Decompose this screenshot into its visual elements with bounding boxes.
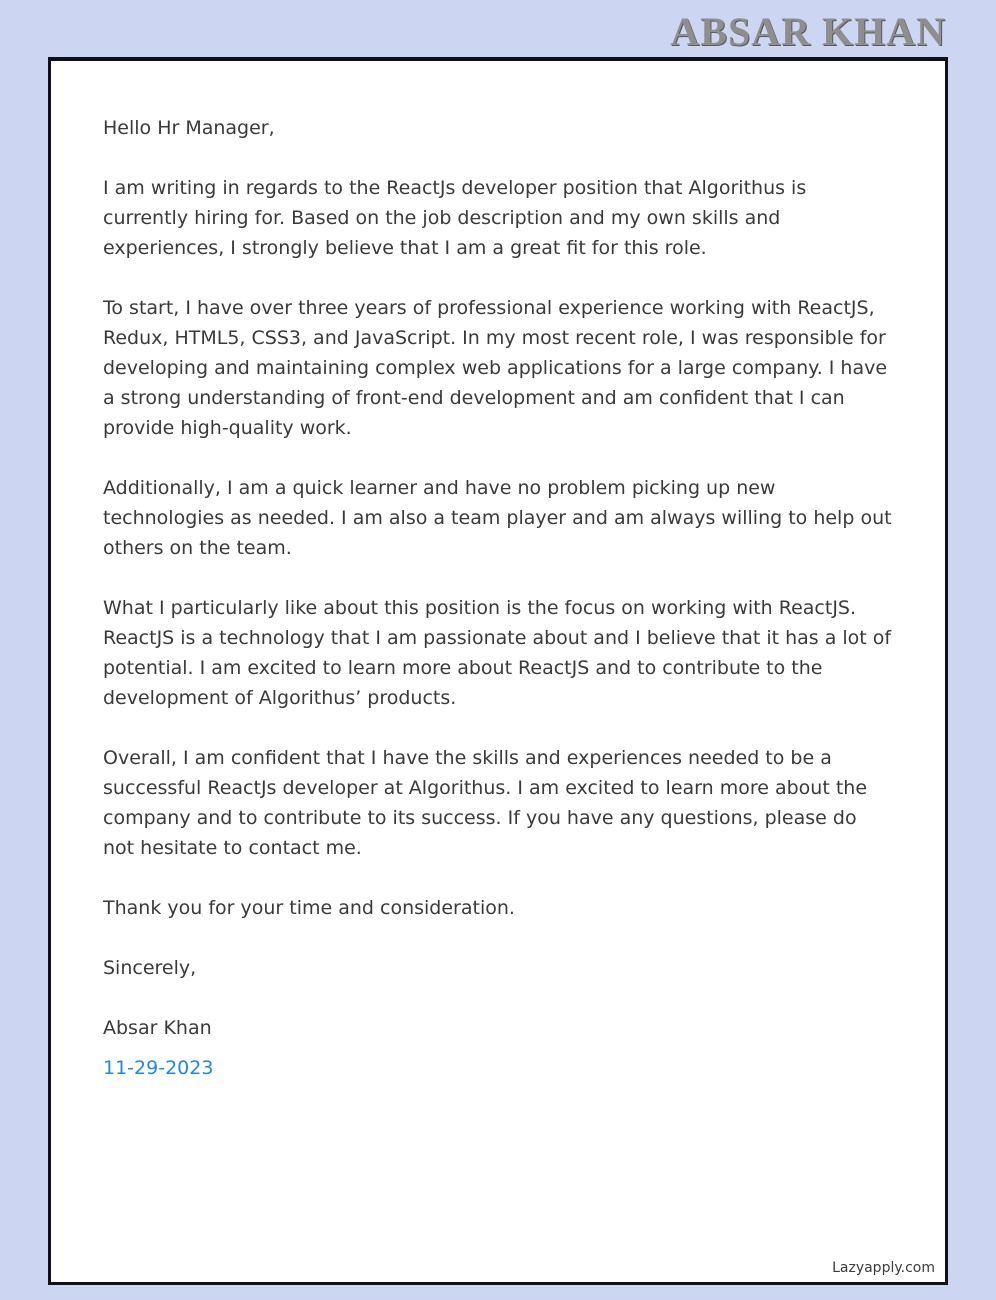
letter-greeting: Hello Hr Manager, (103, 117, 275, 139)
date-link[interactable]: 11-29-2023 (103, 1057, 214, 1079)
letter-paragraph: Additionally, I am a quick learner and have no problem picking up new technologies as needed. I am also a team player and am always willing to help out others on the team. (103, 477, 898, 559)
footer-branding: Lazyapply.com (832, 1260, 935, 1276)
letter-closing: Thank you for your time and consideration. (103, 897, 515, 919)
letter-signoff: Sincerely, (103, 957, 197, 979)
letter-page (48, 57, 948, 1285)
header-name: ABSAR KHAN (670, 9, 946, 54)
letter-paragraph: What I particularly like about this position is the focus on working with ReactJS. ReactJS is a technology that I am passionate about and I believe that it has a lot of potential. I am excited to learn more about ReactJS and to contribute to the development of Algorithus’ products. (103, 597, 898, 709)
letter-paragraph: I am writing in regards to the ReactJs developer position that Algorithus is currently hiring for. Based on the job description and my own skills and experiences, I strongly believe that I am a great fit for this role. (103, 177, 813, 259)
letter-paragraph: To start, I have over three years of professional experience working with ReactJS, Redux, HTML5, CSS3, and JavaScript. In my most recent role, I was responsible for developing and maintaining complex web applications for a large company. I have a strong understanding of front-end development and am confident that I can provide high-quality work. (103, 297, 894, 439)
letter-paragraph: Overall, I am confident that I have the skills and experiences needed to be a successful ReactJs developer at Algorithus. I am excited to learn more about the company and to contribute to its success. If you have any questions, please do not hesitate to contact me. (103, 747, 874, 859)
letter-signature: Absar Khan (103, 1017, 212, 1039)
letter-body (51, 61, 945, 1083)
